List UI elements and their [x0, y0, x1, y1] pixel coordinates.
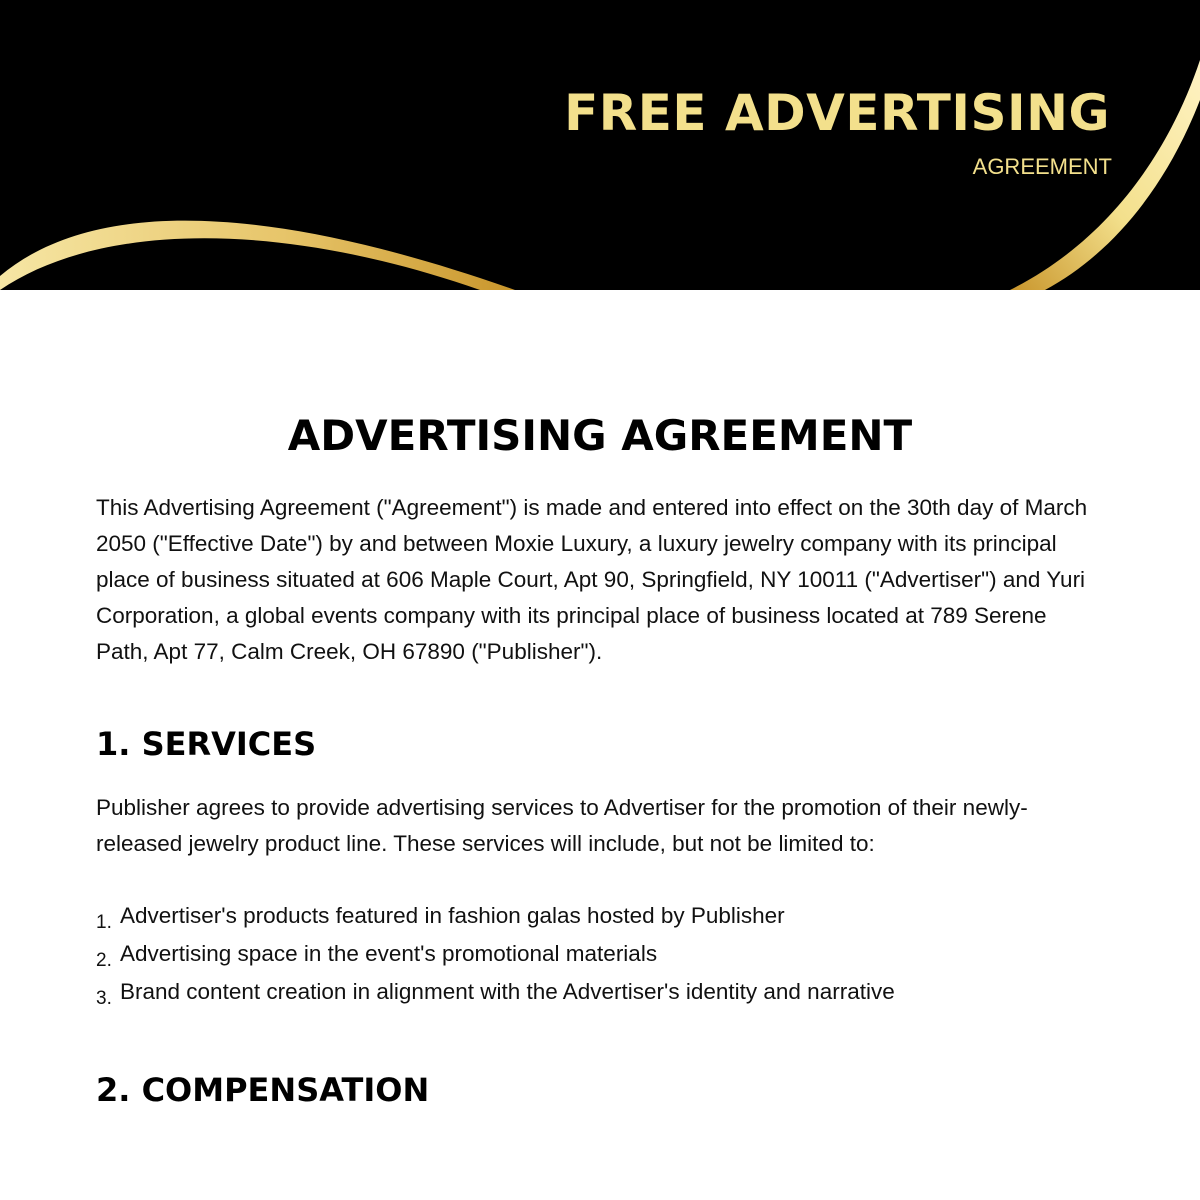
services-paragraph: Publisher agrees to provide advertising services to Advertiser for the promotion of their newly-released jewelry product line. These services will include, but not be limited to:: [96, 795, 1028, 856]
document-title: ADVERTISING AGREEMENT: [287, 411, 913, 460]
list-item: [96, 898, 1104, 936]
header-banner: [0, 0, 1200, 290]
list-item-text: Advertising space in the event's promotional materials: [120, 941, 658, 966]
section-heading-compensation: 2. COMPENSATION: [96, 1071, 430, 1109]
services-list: [96, 898, 1104, 1012]
list-item-text: Advertiser's products featured in fashion galas hosted by Publisher: [120, 903, 785, 928]
list-item-text: Brand content creation in alignment with the Advertiser's identity and narrative: [120, 979, 895, 1004]
list-item: [96, 936, 1104, 974]
list-item-number: 3.: [96, 988, 112, 1009]
gold-swoosh-decoration: [0, 0, 1200, 290]
list-item: [96, 974, 1104, 1012]
list-item-number: 1.: [96, 912, 112, 933]
document-body: [96, 410, 1104, 1136]
list-item-number: 2.: [96, 950, 112, 971]
banner-title: FREE ADVERTISING: [564, 84, 1110, 142]
section-heading-services: 1. SERVICES: [96, 725, 317, 763]
banner-subtitle: AGREEMENT: [972, 154, 1112, 179]
intro-paragraph: This Advertising Agreement ("Agreement") is made and entered into effect on the 30th day of March 2050 ("Effective Date") by and between Moxie Luxury, a luxury jewelry company with its principal place of business situated at 606 Maple Court, Apt 90, Springfield, NY 10011 ("Advertiser") and Yuri Corporation, a global events company with its principal place of business located at 789 Serene Path, Apt 77, Calm Creek, OH 67890 ("Publisher").: [96, 495, 1088, 664]
left-swoosh: [0, 221, 515, 290]
